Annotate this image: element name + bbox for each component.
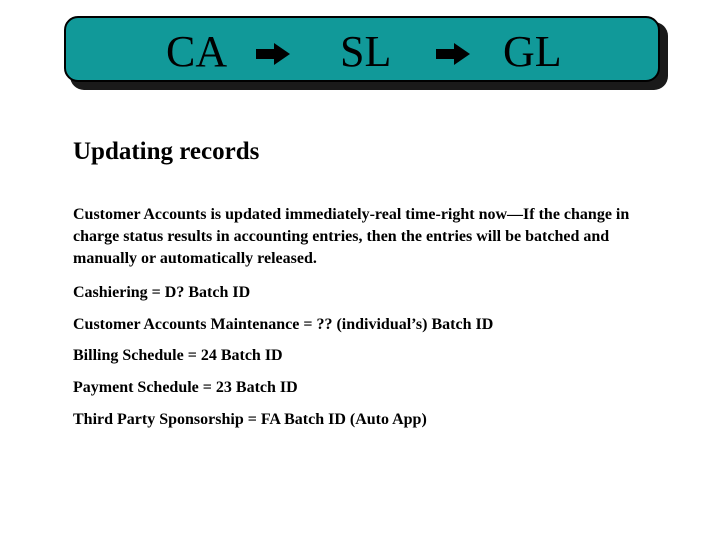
step-ca: CA [166,27,228,76]
third-party-sponsorship-line: Third Party Sponsorship = FA Batch ID (Auto App) [73,411,427,428]
customer-accounts-maintenance-line: Customer Accounts Maintenance = ?? (individual’s) Batch ID [73,316,494,333]
intro-paragraph: Customer Accounts is updated immediately-real time-right now—If the change in charge status results in accounting entries, then the entries will be batched and manually or automatically released. [73,206,630,267]
payment-schedule-line: Payment Schedule = 23 Batch ID [73,379,298,396]
billing-schedule-line: Billing Schedule = 24 Batch ID [73,347,283,364]
step-sl: SL [340,27,392,76]
page-heading: Updating records [73,138,260,165]
flow-banner [64,16,660,82]
right-arrow-icon [436,43,470,65]
right-arrow-icon [256,43,290,65]
step-gl: GL [503,27,562,76]
cashiering-line: Cashiering = D? Batch ID [73,284,251,301]
